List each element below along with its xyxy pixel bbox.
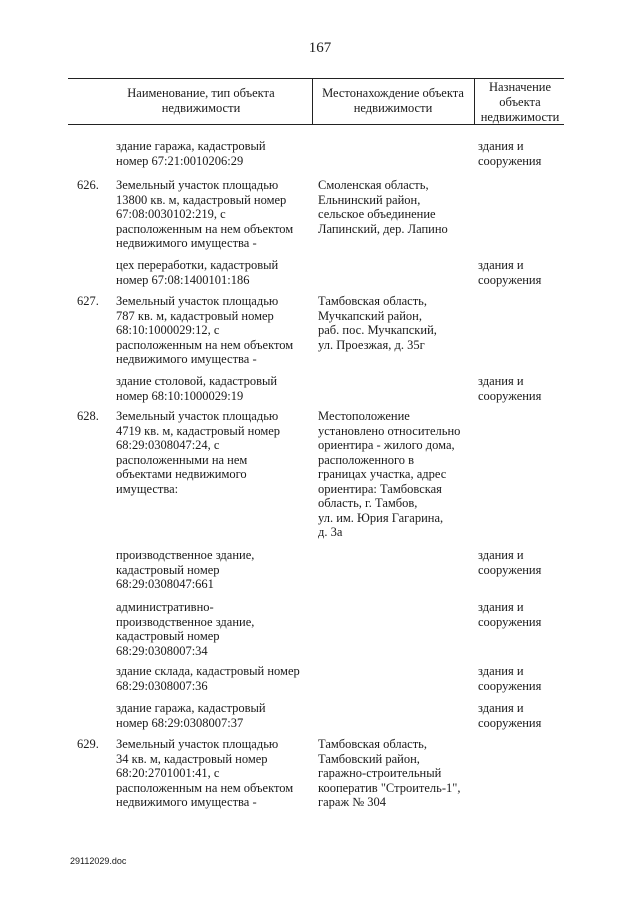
object-name: административно- производственное здание, кадастровый номер 68:29:0308007:34	[116, 600, 255, 658]
object-purpose: здания и сооружения	[478, 374, 542, 403]
object-purpose: здания и сооружения	[478, 139, 542, 168]
object-name: цех переработки, кадастровый номер 67:08:1400101:186	[116, 258, 279, 287]
header-name-column: Наименование, тип объекта недвижимости	[127, 86, 275, 115]
document-filename: 29112029.doc	[70, 856, 127, 866]
object-purpose: здания и сооружения	[478, 600, 542, 629]
page-number: 167	[308, 40, 332, 56]
row-number: 627.	[77, 294, 99, 308]
row-number: 628.	[77, 409, 99, 423]
object-name: здание склада, кадастровый номер 68:29:0308007:36	[116, 664, 300, 693]
object-purpose: здания и сооружения	[478, 548, 542, 577]
object-location: Смоленская область, Ельнинский район, сельское объединение Лапинский, дер. Лапино	[318, 178, 448, 236]
row-number: 626.	[77, 178, 99, 192]
object-name: здание гаража, кадастровый номер 67:21:0010206:29	[116, 139, 266, 168]
object-name: Земельный участок площадью 4719 кв. м, кадастровый номер 68:29:0308047:24, с расположенными на нем объектами недвижимого имущества:	[116, 409, 281, 496]
object-location: Тамбовская область, Тамбовский район, гаражно-строительный кооператив "Строитель-1", гараж № 304	[318, 737, 461, 809]
object-location: Местоположение установлено относительно ориентира - жилого дома, расположенного в границах участка, адрес ориентира: Тамбовская область, г. Тамбов, ул. им. Юрия Гагарина, д. 3а	[318, 409, 461, 539]
object-name: здание столовой, кадастровый номер 68:10:1000029:19	[116, 374, 278, 403]
object-purpose: здания и сооружения	[478, 701, 542, 730]
object-name: Земельный участок площадью 34 кв. м, кадастровый номер 68:20:2701001:41, с расположенным на нем объектом недвижимого имущества -	[116, 737, 294, 809]
header-location-column: Местонахождение объекта недвижимости	[322, 86, 464, 115]
object-location: Тамбовская область, Мучкапский район, раб. пос. Мучкапский, ул. Проезжая, д. 35г	[318, 294, 437, 352]
object-name: Земельный участок площадью 787 кв. м, кадастровый номер 68:10:1000029:12, с расположенным на нем объектом недвижимого имущества -	[116, 294, 294, 366]
object-name: здание гаража, кадастровый номер 68:29:0308007:37	[116, 701, 266, 730]
object-name: Земельный участок площадью 13800 кв. м, кадастровый номер 67:08:0030102:219, с расположенным на нем объектом недвижимого имущества -	[116, 178, 294, 250]
object-name: производственное здание, кадастровый номер 68:29:0308047:661	[116, 548, 255, 591]
header-purpose-column: Назначение объекта недвижимости	[480, 80, 560, 124]
table-header-rule	[68, 124, 564, 125]
table-top-rule	[68, 78, 564, 79]
row-number: 629.	[77, 737, 99, 751]
object-purpose: здания и сооружения	[478, 258, 542, 287]
object-purpose: здания и сооружения	[478, 664, 542, 693]
